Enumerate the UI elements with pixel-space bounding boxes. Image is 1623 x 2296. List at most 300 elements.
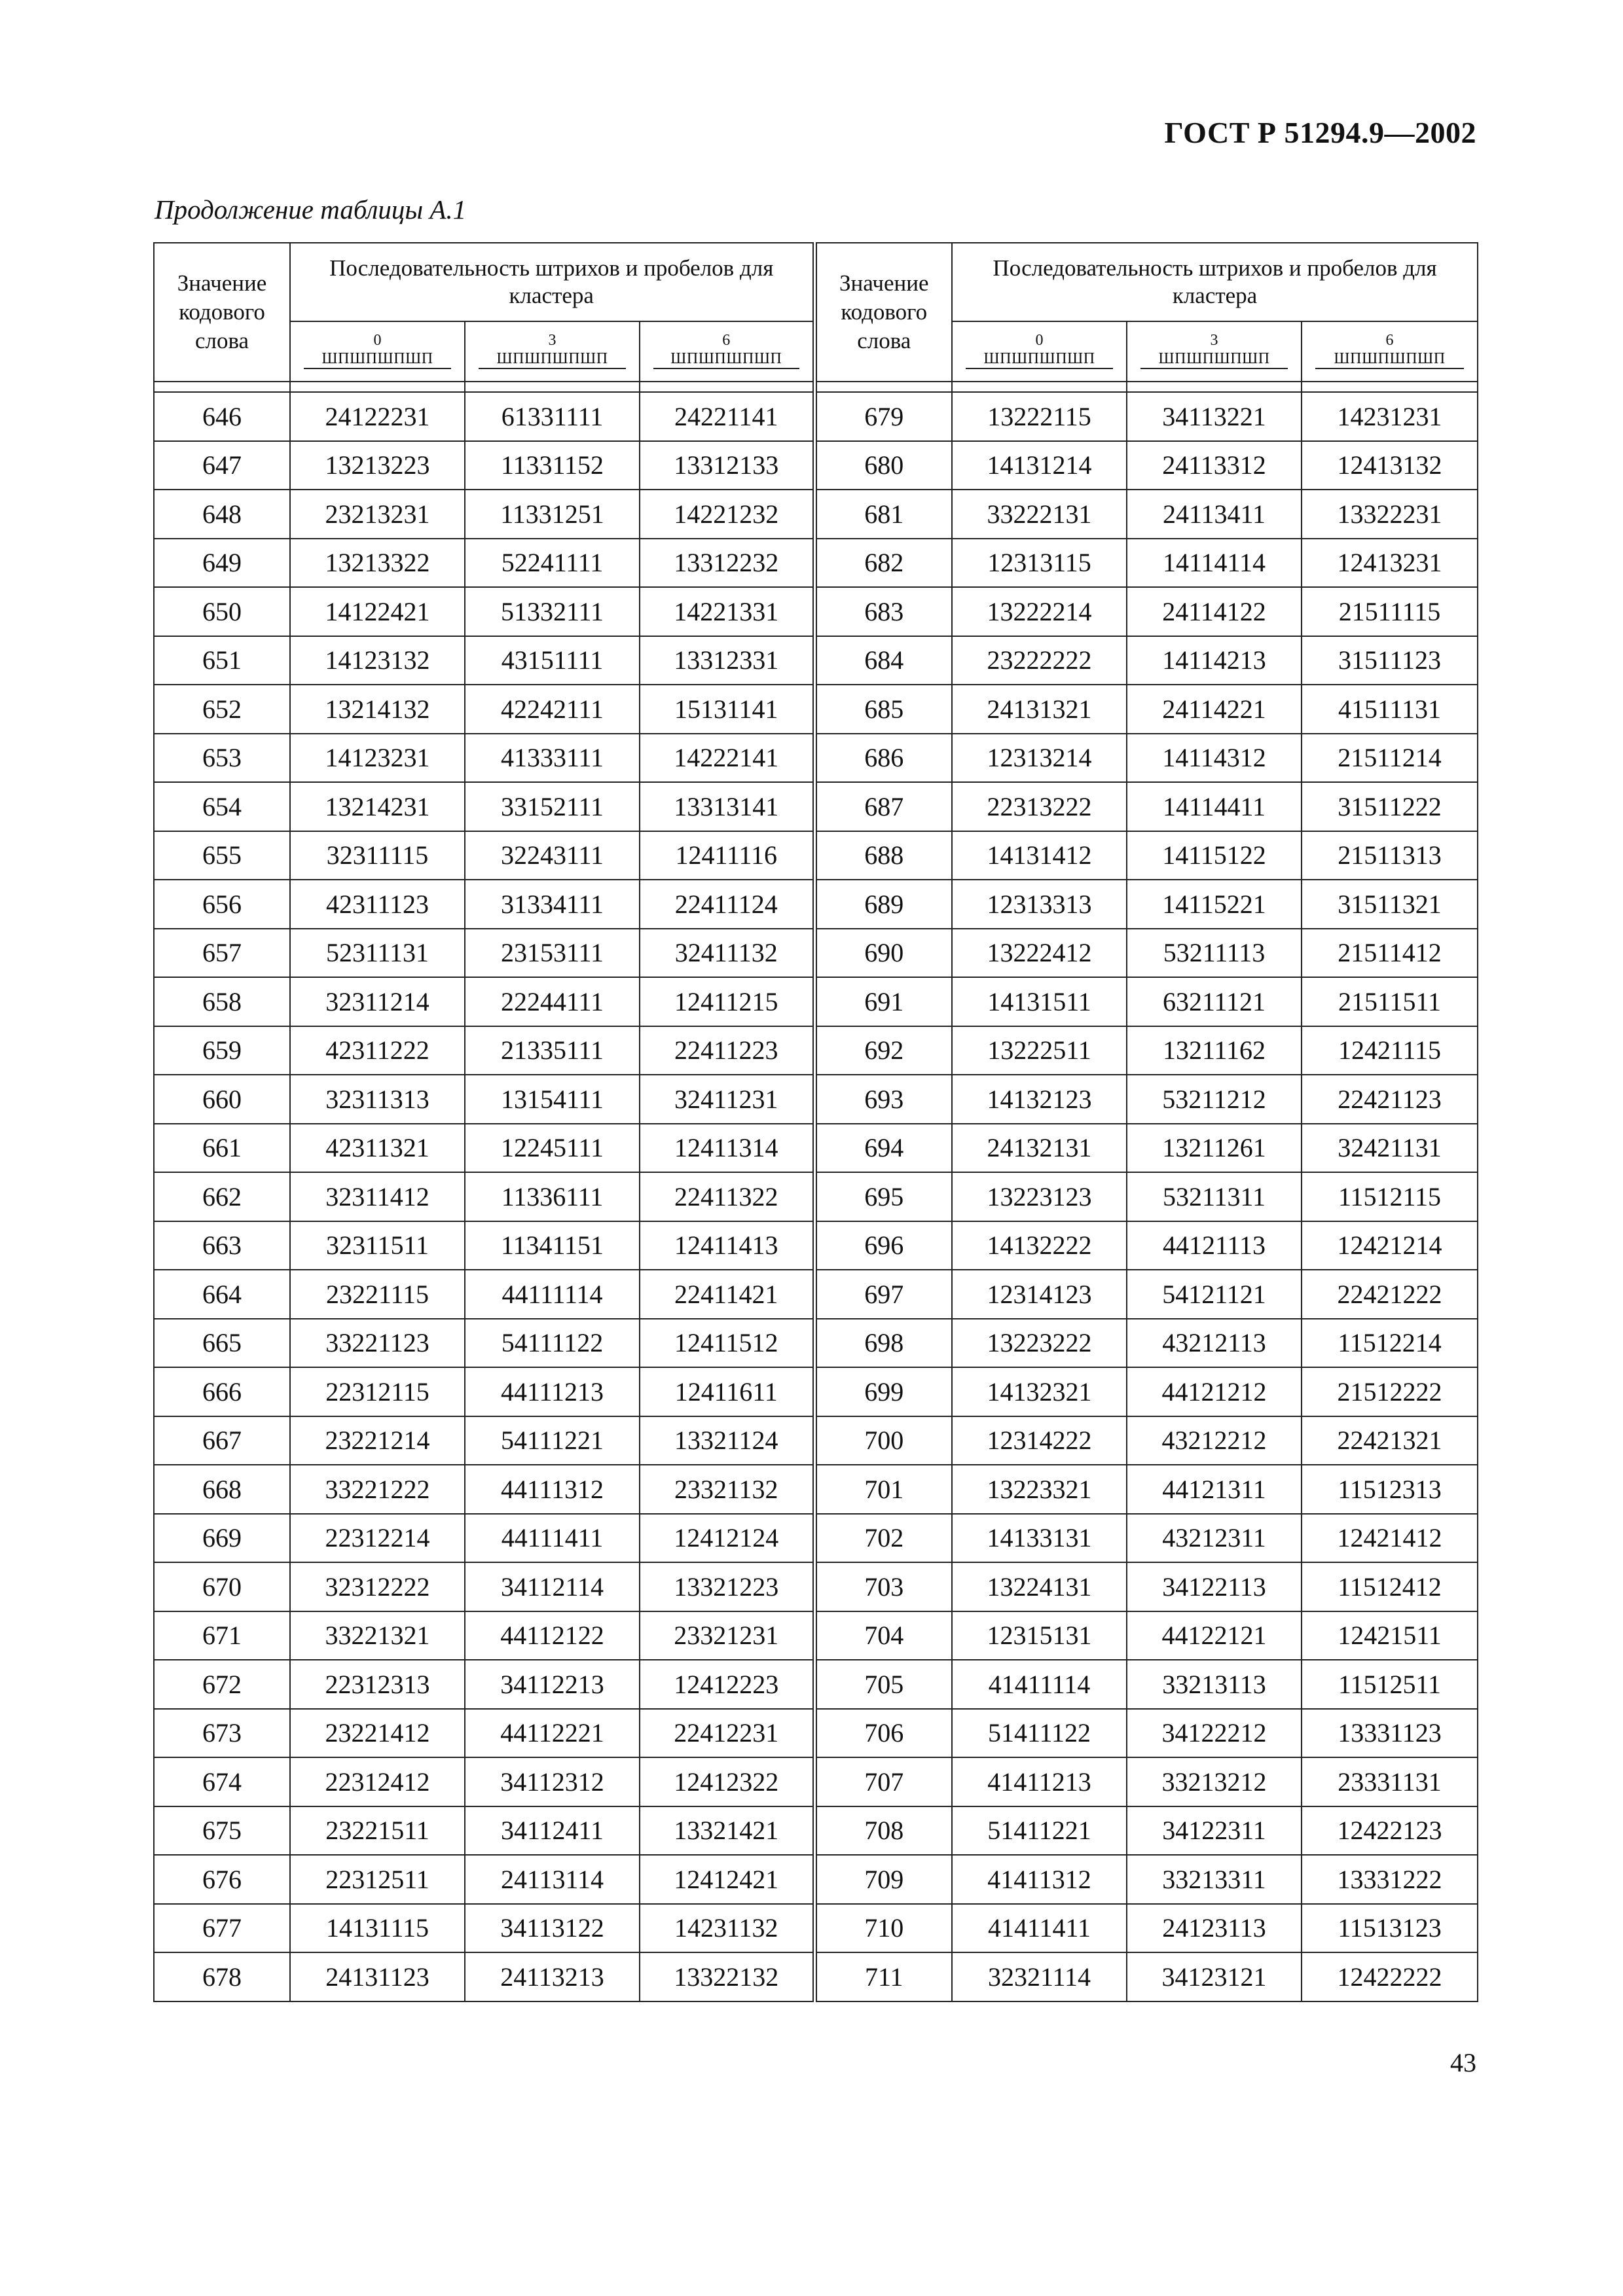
- codeword-value-cell: 646: [154, 392, 290, 441]
- header-sequence-right: Последовательность штрихов и пробелов для кластера: [952, 243, 1478, 321]
- cluster-sequence-cell: 42311321: [290, 1124, 465, 1173]
- cluster-sequence-cell: 51411221: [952, 1806, 1127, 1856]
- cluster-sequence-cell: 22411223: [640, 1026, 814, 1075]
- table-row: [154, 929, 1478, 978]
- cluster-sequence-cell: 12314123: [952, 1270, 1127, 1319]
- cluster-sequence-cell: 14222141: [640, 734, 814, 783]
- codeword-value-cell: 681: [814, 490, 952, 539]
- cluster-sequence-cell: 52311131: [290, 929, 465, 978]
- cluster-pattern: ШПШПШПШП: [1140, 350, 1288, 369]
- cluster-sequence-cell: 31511123: [1302, 636, 1478, 685]
- cluster-sequence-cell: 21335111: [465, 1026, 640, 1075]
- cluster-sequence-cell: 13154111: [465, 1075, 640, 1124]
- cluster-sequence-cell: 23222222: [952, 636, 1127, 685]
- header-cluster-6-left: [640, 321, 814, 382]
- cluster-sequence-cell: 13223123: [952, 1172, 1127, 1221]
- cluster-sequence-cell: 32411132: [640, 929, 814, 978]
- cluster-sequence-cell: 41511131: [1302, 685, 1478, 734]
- codeword-value-cell: 659: [154, 1026, 290, 1075]
- cluster-sequence-cell: 32311412: [290, 1172, 465, 1221]
- document-code: ГОСТ Р 51294.9—2002: [1164, 116, 1476, 149]
- codeword-value-cell: 674: [154, 1757, 290, 1806]
- codeword-value-cell: 691: [814, 977, 952, 1026]
- codeword-value-cell: 710: [814, 1904, 952, 1953]
- cluster-sequence-cell: 12313214: [952, 734, 1127, 783]
- codeword-value-cell: 685: [814, 685, 952, 734]
- cluster-sequence-cell: 12412322: [640, 1757, 814, 1806]
- codeword-value-cell: 701: [814, 1465, 952, 1514]
- cluster-sequence-cell: 44112122: [465, 1611, 640, 1660]
- cluster-sequence-cell: 24131123: [290, 1952, 465, 2001]
- codeword-value-cell: 656: [154, 880, 290, 929]
- cluster-sequence-cell: 12412223: [640, 1660, 814, 1709]
- codeword-value-cell: 660: [154, 1075, 290, 1124]
- table-row: [154, 1611, 1478, 1660]
- cluster-sequence-cell: 14122421: [290, 587, 465, 636]
- cluster-sequence-cell: 44122121: [1127, 1611, 1302, 1660]
- cluster-sequence-cell: 13211162: [1127, 1026, 1302, 1075]
- cluster-sequence-cell: 24113312: [1127, 441, 1302, 490]
- cluster-sequence-cell: 33222131: [952, 490, 1127, 539]
- cluster-sequence-cell: 24113411: [1127, 490, 1302, 539]
- cluster-number: 6: [722, 332, 731, 349]
- cluster-sequence-cell: 13222412: [952, 929, 1127, 978]
- codeword-value-cell: 688: [814, 831, 952, 880]
- cluster-sequence-cell: 11512214: [1302, 1319, 1478, 1368]
- table-row: [154, 636, 1478, 685]
- cluster-sequence-cell: 34113122: [465, 1904, 640, 1953]
- table-row: [154, 1709, 1478, 1758]
- codeword-value-cell: 709: [814, 1855, 952, 1904]
- codeword-value-cell: 657: [154, 929, 290, 978]
- table-row: [154, 1465, 1478, 1514]
- cluster-sequence-cell: 14115122: [1127, 831, 1302, 880]
- codeword-value-cell: 653: [154, 734, 290, 783]
- cluster-sequence-cell: 13312232: [640, 539, 814, 588]
- cluster-sequence-cell: 22312511: [290, 1855, 465, 1904]
- cluster-sequence-cell: 22411322: [640, 1172, 814, 1221]
- cluster-sequence-cell: 34113221: [1127, 392, 1302, 441]
- cluster-number: 3: [548, 332, 556, 349]
- header-cluster-3-left: [465, 321, 640, 382]
- cluster-sequence-cell: 22411124: [640, 880, 814, 929]
- cluster-sequence-cell: 14231132: [640, 1904, 814, 1953]
- cluster-sequence-cell: 14114411: [1127, 782, 1302, 831]
- cluster-sequence-cell: 24114122: [1127, 587, 1302, 636]
- cluster-sequence-cell: 14132222: [952, 1221, 1127, 1270]
- codeword-value-cell: 683: [814, 587, 952, 636]
- cluster-sequence-cell: 12411611: [640, 1367, 814, 1416]
- cluster-sequence-cell: 32312222: [290, 1562, 465, 1611]
- cluster-sequence-cell: 12421214: [1302, 1221, 1478, 1270]
- table-row: [154, 1757, 1478, 1806]
- cluster-sequence-cell: 12422222: [1302, 1952, 1478, 2001]
- codeword-value-cell: 702: [814, 1514, 952, 1563]
- cluster-sequence-cell: 12411116: [640, 831, 814, 880]
- table-row: [154, 1319, 1478, 1368]
- codeword-value-cell: 698: [814, 1319, 952, 1368]
- table-row: [154, 734, 1478, 783]
- cluster-sequence-cell: 11341151: [465, 1221, 640, 1270]
- cluster-sequence-cell: 21512222: [1302, 1367, 1478, 1416]
- cluster-sequence-cell: 12411512: [640, 1319, 814, 1368]
- codeword-value-cell: 649: [154, 539, 290, 588]
- cluster-sequence-cell: 12313115: [952, 539, 1127, 588]
- cluster-sequence-cell: 12411314: [640, 1124, 814, 1173]
- cluster-sequence-cell: 14123231: [290, 734, 465, 783]
- cluster-sequence-cell: 33221123: [290, 1319, 465, 1368]
- codeword-value-cell: 706: [814, 1709, 952, 1758]
- cluster-sequence-cell: 32411231: [640, 1075, 814, 1124]
- cluster-sequence-cell: 34122212: [1127, 1709, 1302, 1758]
- codeword-value-cell: 666: [154, 1367, 290, 1416]
- cluster-sequence-cell: 12315131: [952, 1611, 1127, 1660]
- cluster-sequence-cell: 53211113: [1127, 929, 1302, 978]
- table-row: [154, 392, 1478, 441]
- header-gap: [154, 382, 1478, 392]
- cluster-sequence-cell: 24221141: [640, 392, 814, 441]
- cluster-sequence-cell: 32311115: [290, 831, 465, 880]
- cluster-number: 0: [1035, 332, 1044, 349]
- cluster-sequence-cell: 13321421: [640, 1806, 814, 1856]
- cluster-sequence-cell: 52241111: [465, 539, 640, 588]
- cluster-sequence-cell: 24131321: [952, 685, 1127, 734]
- cluster-sequence-cell: 41411312: [952, 1855, 1127, 1904]
- table-row: [154, 1026, 1478, 1075]
- cluster-sequence-cell: 53211311: [1127, 1172, 1302, 1221]
- codeword-value-cell: 655: [154, 831, 290, 880]
- cluster-sequence-cell: 51411122: [952, 1709, 1127, 1758]
- cluster-sequence-cell: 11512412: [1302, 1562, 1478, 1611]
- codeword-value-cell: 678: [154, 1952, 290, 2001]
- cluster-sequence-cell: 21511412: [1302, 929, 1478, 978]
- cluster-sequence-cell: 63211121: [1127, 977, 1302, 1026]
- cluster-sequence-cell: 13222115: [952, 392, 1127, 441]
- codeword-value-cell: 664: [154, 1270, 290, 1319]
- cluster-sequence-cell: 33221321: [290, 1611, 465, 1660]
- cluster-sequence-cell: 13213322: [290, 539, 465, 588]
- cluster-sequence-cell: 14132123: [952, 1075, 1127, 1124]
- codeword-value-cell: 705: [814, 1660, 952, 1709]
- cluster-sequence-cell: 13214231: [290, 782, 465, 831]
- cluster-sequence-cell: 12313313: [952, 880, 1127, 929]
- codeword-value-cell: 699: [814, 1367, 952, 1416]
- cluster-sequence-cell: 11512313: [1302, 1465, 1478, 1514]
- cluster-sequence-cell: 14114114: [1127, 539, 1302, 588]
- codeword-value-cell: 708: [814, 1806, 952, 1856]
- cluster-sequence-cell: 22411421: [640, 1270, 814, 1319]
- header-sequence-left: Последовательность штрихов и пробелов для кластера: [290, 243, 814, 321]
- codeword-value-cell: 676: [154, 1855, 290, 1904]
- header-cluster-3-right: [1127, 321, 1302, 382]
- cluster-sequence-cell: 43212212: [1127, 1416, 1302, 1465]
- cluster-sequence-cell: 51332111: [465, 587, 640, 636]
- cluster-sequence-cell: 13321124: [640, 1416, 814, 1465]
- cluster-sequence-cell: 44111411: [465, 1514, 640, 1563]
- cluster-sequence-cell: 23331131: [1302, 1757, 1478, 1806]
- codeword-value-cell: 648: [154, 490, 290, 539]
- table-row: [154, 782, 1478, 831]
- cluster-number: 6: [1385, 332, 1394, 349]
- cluster-pattern: ШПШПШПШП: [966, 350, 1113, 369]
- table-row: [154, 490, 1478, 539]
- codeword-value-cell: 673: [154, 1709, 290, 1758]
- codeword-value-cell: 651: [154, 636, 290, 685]
- cluster-sequence-cell: 13223222: [952, 1319, 1127, 1368]
- codeword-value-cell: 670: [154, 1562, 290, 1611]
- cluster-sequence-cell: 12413132: [1302, 441, 1478, 490]
- table-row: [154, 587, 1478, 636]
- cluster-sequence-cell: 22244111: [465, 977, 640, 1026]
- cluster-sequence-cell: 24113213: [465, 1952, 640, 2001]
- cluster-number: 0: [373, 332, 382, 349]
- codeword-value-cell: 662: [154, 1172, 290, 1221]
- cluster-sequence-cell: 32311214: [290, 977, 465, 1026]
- codeword-value-cell: 669: [154, 1514, 290, 1563]
- cluster-sequence-cell: 14221232: [640, 490, 814, 539]
- codeword-value-cell: 672: [154, 1660, 290, 1709]
- cluster-sequence-cell: 14123132: [290, 636, 465, 685]
- cluster-sequence-cell: 32243111: [465, 831, 640, 880]
- codeword-value-cell: 650: [154, 587, 290, 636]
- codeword-value-cell: 689: [814, 880, 952, 929]
- cluster-sequence-cell: 14115221: [1127, 880, 1302, 929]
- table-row: [154, 1367, 1478, 1416]
- cluster-sequence-cell: 32321114: [952, 1952, 1127, 2001]
- codeword-value-cell: 667: [154, 1416, 290, 1465]
- codeword-value-cell: 677: [154, 1904, 290, 1953]
- cluster-sequence-cell: 14133131: [952, 1514, 1127, 1563]
- cluster-sequence-cell: 12411215: [640, 977, 814, 1026]
- table-row: [154, 1124, 1478, 1173]
- cluster-sequence-cell: 44111312: [465, 1465, 640, 1514]
- cluster-sequence-cell: 13322132: [640, 1952, 814, 2001]
- cluster-sequence-cell: 11513123: [1302, 1904, 1478, 1953]
- table-row: [154, 1904, 1478, 1953]
- cluster-sequence-cell: 13213223: [290, 441, 465, 490]
- cluster-sequence-cell: 13223321: [952, 1465, 1127, 1514]
- cluster-sequence-cell: 33152111: [465, 782, 640, 831]
- codeword-value-cell: 658: [154, 977, 290, 1026]
- table-row: [154, 1416, 1478, 1465]
- cluster-sequence-cell: 22421222: [1302, 1270, 1478, 1319]
- cluster-pattern: ШПШПШПШП: [653, 350, 799, 369]
- codeword-value-cell: 682: [814, 539, 952, 588]
- cluster-sequence-cell: 22312214: [290, 1514, 465, 1563]
- codeword-value-cell: 686: [814, 734, 952, 783]
- cluster-sequence-cell: 22421321: [1302, 1416, 1478, 1465]
- cluster-sequence-cell: 23221412: [290, 1709, 465, 1758]
- cluster-sequence-cell: 32311511: [290, 1221, 465, 1270]
- table-row: [154, 831, 1478, 880]
- cluster-sequence-cell: 14131214: [952, 441, 1127, 490]
- cluster-sequence-cell: 23321231: [640, 1611, 814, 1660]
- page-number: 43: [1450, 2048, 1476, 2077]
- cluster-sequence-cell: 22421123: [1302, 1075, 1478, 1124]
- cluster-sequence-cell: 33213212: [1127, 1757, 1302, 1806]
- codeword-value-cell: 704: [814, 1611, 952, 1660]
- table-row: [154, 1514, 1478, 1563]
- cluster-sequence-cell: 41411114: [952, 1660, 1127, 1709]
- cluster-sequence-cell: 23213231: [290, 490, 465, 539]
- cluster-sequence-cell: 21511214: [1302, 734, 1478, 783]
- table-header: [154, 243, 1478, 382]
- cluster-sequence-cell: 12412124: [640, 1514, 814, 1563]
- table-row: [154, 880, 1478, 929]
- cluster-sequence-cell: 12421115: [1302, 1026, 1478, 1075]
- cluster-sequence-cell: 13322231: [1302, 490, 1478, 539]
- cluster-sequence-cell: 32421131: [1302, 1124, 1478, 1173]
- cluster-sequence-cell: 14131412: [952, 831, 1127, 880]
- codeword-value-cell: 652: [154, 685, 290, 734]
- table-caption: Продолжение таблицы А.1: [155, 194, 467, 224]
- codeword-value-cell: 684: [814, 636, 952, 685]
- cluster-sequence-cell: 14114213: [1127, 636, 1302, 685]
- cluster-sequence-cell: 11331152: [465, 441, 640, 490]
- cluster-sequence-cell: 23221214: [290, 1416, 465, 1465]
- codeword-value-cell: 694: [814, 1124, 952, 1173]
- codeword-value-cell: 696: [814, 1221, 952, 1270]
- cluster-sequence-cell: 13312331: [640, 636, 814, 685]
- cluster-sequence-cell: 61331111: [465, 392, 640, 441]
- codeword-value-cell: 693: [814, 1075, 952, 1124]
- cluster-sequence-cell: 14132321: [952, 1367, 1127, 1416]
- cluster-sequence-cell: 33221222: [290, 1465, 465, 1514]
- cluster-sequence-cell: 42242111: [465, 685, 640, 734]
- cluster-sequence-cell: 13222511: [952, 1026, 1127, 1075]
- cluster-sequence-cell: 34112411: [465, 1806, 640, 1856]
- cluster-sequence-cell: 34112114: [465, 1562, 640, 1611]
- codeword-value-cell: 647: [154, 441, 290, 490]
- cluster-sequence-cell: 44112221: [465, 1709, 640, 1758]
- cluster-sequence-cell: 23221511: [290, 1806, 465, 1856]
- cluster-sequence-cell: 44121311: [1127, 1465, 1302, 1514]
- cluster-sequence-cell: 23321132: [640, 1465, 814, 1514]
- header-value-left: Значение кодового слова: [154, 243, 290, 382]
- cluster-sequence-cell: 21511115: [1302, 587, 1478, 636]
- cluster-sequence-cell: 24132131: [952, 1124, 1127, 1173]
- cluster-sequence-cell: 13214132: [290, 685, 465, 734]
- header-cluster-0-left: [290, 321, 465, 382]
- cluster-sequence-cell: 13321223: [640, 1562, 814, 1611]
- cluster-sequence-cell: 41411411: [952, 1904, 1127, 1953]
- cluster-sequence-cell: 14131115: [290, 1904, 465, 1953]
- cluster-sequence-cell: 13331222: [1302, 1855, 1478, 1904]
- cluster-sequence-cell: 34122311: [1127, 1806, 1302, 1856]
- codeword-value-cell: 707: [814, 1757, 952, 1806]
- cluster-sequence-cell: 53211212: [1127, 1075, 1302, 1124]
- cluster-sequence-cell: 42311123: [290, 880, 465, 929]
- codeword-value-cell: 695: [814, 1172, 952, 1221]
- header-value-right: Значение кодового слова: [814, 243, 952, 382]
- cluster-sequence-cell: 23153111: [465, 929, 640, 978]
- cluster-sequence-cell: 12421511: [1302, 1611, 1478, 1660]
- cluster-sequence-cell: 44111213: [465, 1367, 640, 1416]
- cluster-sequence-cell: 34112312: [465, 1757, 640, 1806]
- cluster-sequence-cell: 24114221: [1127, 685, 1302, 734]
- cluster-sequence-cell: 11331251: [465, 490, 640, 539]
- cluster-sequence-cell: 22312412: [290, 1757, 465, 1806]
- cluster-sequence-cell: 24113114: [465, 1855, 640, 1904]
- cluster-sequence-cell: 42311222: [290, 1026, 465, 1075]
- cluster-sequence-cell: 13211261: [1127, 1124, 1302, 1173]
- codeword-value-cell: 700: [814, 1416, 952, 1465]
- codeword-value-cell: 668: [154, 1465, 290, 1514]
- cluster-sequence-cell: 12421412: [1302, 1514, 1478, 1563]
- cluster-sequence-cell: 12422123: [1302, 1806, 1478, 1856]
- codeword-value-cell: 654: [154, 782, 290, 831]
- table-body: [154, 382, 1478, 2001]
- cluster-sequence-cell: 31511321: [1302, 880, 1478, 929]
- cluster-sequence-cell: 43212113: [1127, 1319, 1302, 1368]
- cluster-sequence-cell: 31511222: [1302, 782, 1478, 831]
- cluster-number: 3: [1210, 332, 1218, 349]
- cluster-sequence-cell: 13222214: [952, 587, 1127, 636]
- table-row: [154, 539, 1478, 588]
- cluster-sequence-cell: 43212311: [1127, 1514, 1302, 1563]
- cluster-sequence-cell: 54121121: [1127, 1270, 1302, 1319]
- cluster-sequence-cell: 44111114: [465, 1270, 640, 1319]
- cluster-sequence-cell: 41411213: [952, 1757, 1127, 1806]
- cluster-sequence-cell: 13224131: [952, 1562, 1127, 1611]
- cluster-sequence-cell: 13312133: [640, 441, 814, 490]
- cluster-pattern: ШПШПШПШП: [1315, 350, 1464, 369]
- cluster-sequence-cell: 12411413: [640, 1221, 814, 1270]
- codeword-value-cell: 675: [154, 1806, 290, 1856]
- table-row: [154, 441, 1478, 490]
- cluster-sequence-cell: 22312313: [290, 1660, 465, 1709]
- cluster-sequence-cell: 24123113: [1127, 1904, 1302, 1953]
- table-row: [154, 1660, 1478, 1709]
- cluster-sequence-cell: 22312115: [290, 1367, 465, 1416]
- table-row: [154, 1806, 1478, 1856]
- cluster-sequence-cell: 34112213: [465, 1660, 640, 1709]
- codeword-value-cell: 665: [154, 1319, 290, 1368]
- cluster-sequence-cell: 33213311: [1127, 1855, 1302, 1904]
- codeword-value-cell: 661: [154, 1124, 290, 1173]
- cluster-sequence-cell: 12314222: [952, 1416, 1127, 1465]
- table-row: [154, 685, 1478, 734]
- codeword-value-cell: 690: [814, 929, 952, 978]
- cluster-sequence-cell: 54111221: [465, 1416, 640, 1465]
- table-row: [154, 1221, 1478, 1270]
- codeword-value-cell: 680: [814, 441, 952, 490]
- cluster-sequence-cell: 14221331: [640, 587, 814, 636]
- cluster-pattern: ШПШПШПШП: [304, 350, 451, 369]
- codeword-value-cell: 679: [814, 392, 952, 441]
- header-cluster-0-right: [952, 321, 1127, 382]
- codeword-value-cell: 663: [154, 1221, 290, 1270]
- codeword-value-cell: 703: [814, 1562, 952, 1611]
- codeword-value-cell: 687: [814, 782, 952, 831]
- codeword-value-cell: 692: [814, 1026, 952, 1075]
- cluster-sequence-cell: 14114312: [1127, 734, 1302, 783]
- cluster-sequence-cell: 14131511: [952, 977, 1127, 1026]
- cluster-sequence-cell: 12413231: [1302, 539, 1478, 588]
- cluster-sequence-cell: 12412421: [640, 1855, 814, 1904]
- cluster-sequence-cell: 22313222: [952, 782, 1127, 831]
- cluster-sequence-cell: 31334111: [465, 880, 640, 929]
- cluster-sequence-cell: 24122231: [290, 392, 465, 441]
- cluster-sequence-cell: 44121113: [1127, 1221, 1302, 1270]
- cluster-sequence-cell: 23221115: [290, 1270, 465, 1319]
- cluster-sequence-cell: 11512511: [1302, 1660, 1478, 1709]
- table-row: [154, 977, 1478, 1026]
- cluster-sequence-cell: 44121212: [1127, 1367, 1302, 1416]
- table-row: [154, 1172, 1478, 1221]
- cluster-sequence-cell: 11512115: [1302, 1172, 1478, 1221]
- cluster-sequence-cell: 14231231: [1302, 392, 1478, 441]
